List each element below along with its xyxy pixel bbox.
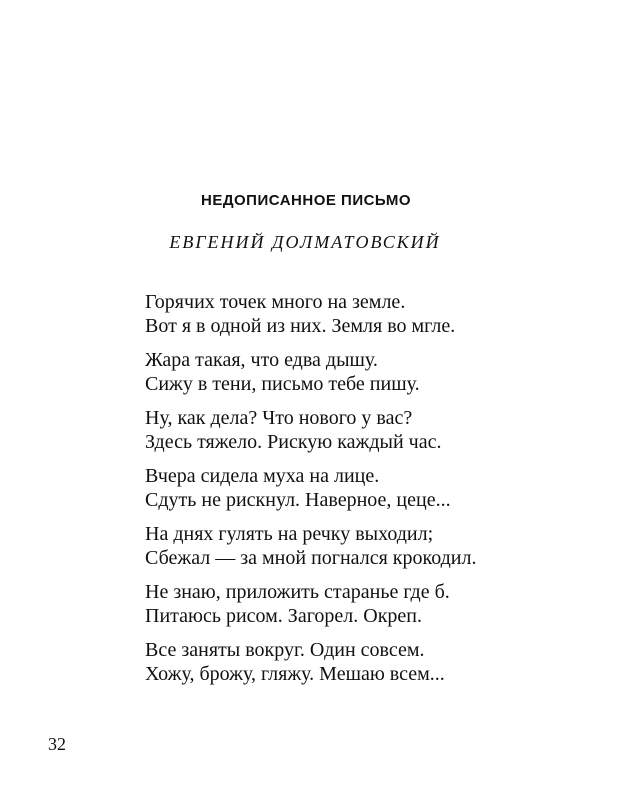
poem-line: Сбежал — за мной погнался крокодил. — [145, 547, 477, 569]
stanza — [145, 638, 545, 686]
poem-line: Горячих точек много на земле. — [145, 291, 406, 313]
poem-line: На днях гулять на речку выходил; — [145, 523, 434, 545]
poem-line: Сдуть не рискнул. Наверное, цеце... — [145, 489, 451, 511]
poem-author: ЕВГЕНИЙ ДОЛМАТОВСКИЙ — [169, 232, 441, 252]
poem-line: Сижу в тени, письмо тебе пишу. — [145, 373, 420, 395]
stanza — [145, 464, 545, 512]
poem-line: Хожу, брожу, гляжу. Мешаю всем... — [145, 663, 445, 685]
page-number: 32 — [48, 734, 66, 754]
stanza — [145, 290, 545, 338]
poem-line: Не знаю, приложить старанье где б. — [145, 581, 450, 603]
stanza — [145, 348, 545, 396]
poem-body — [145, 290, 545, 696]
poem-title: НЕДОПИСАННОЕ ПИСЬМО — [200, 192, 411, 209]
poem-line: Вот я в одной из них. Земля во мгле. — [145, 315, 456, 337]
poem-line: Жара такая, что едва дышу. — [145, 349, 378, 371]
poem-line: Все заняты вокруг. Один совсем. — [145, 639, 425, 661]
poem-line: Ну, как дела? Что нового у вас? — [145, 407, 413, 429]
stanza — [145, 522, 545, 570]
stanza — [145, 406, 545, 454]
poem-line: Питаюсь рисом. Загорел. Окреп. — [145, 605, 423, 627]
poem-line: Вчера сидела муха на лице. — [145, 465, 380, 487]
poem-line: Здесь тяжело. Рискую каждый час. — [145, 431, 442, 453]
stanza — [145, 580, 545, 628]
